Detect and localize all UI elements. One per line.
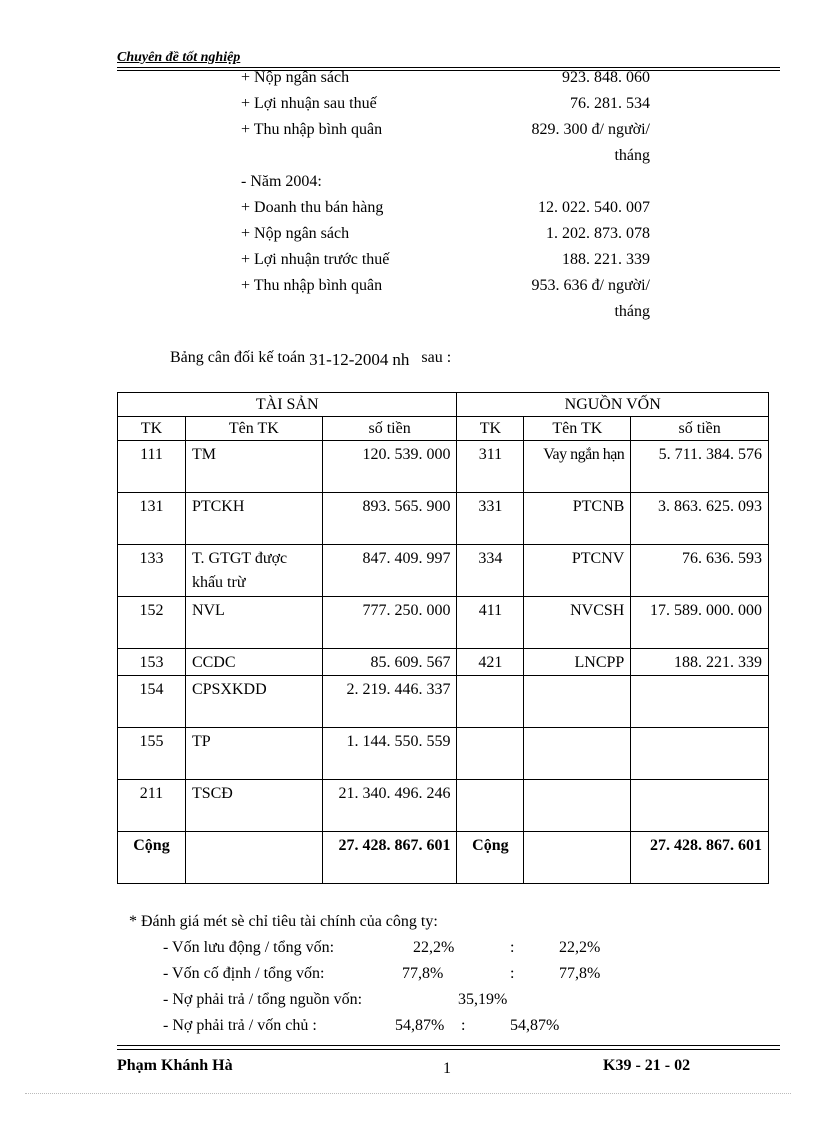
cell-name: NVL xyxy=(185,597,322,649)
cell-tk: 155 xyxy=(118,728,186,780)
list-item-value: 76. 281. 534 xyxy=(570,95,650,112)
page-bottom-dotted-line xyxy=(25,1093,791,1094)
total-label: Cộng xyxy=(457,832,524,884)
footer-rule-2 xyxy=(117,1049,780,1050)
caption-text: Bảng cân đối kế toán xyxy=(170,349,306,366)
col-header-name: Tên TK xyxy=(524,417,631,441)
header-rule xyxy=(117,67,780,68)
table-caption xyxy=(170,347,451,367)
cell-name: CPSXKDD xyxy=(185,676,322,728)
eval-item-label: - Vốn cố định / tổng vốn: xyxy=(163,965,325,982)
total-amount: 27. 428. 867. 601 xyxy=(631,832,769,884)
cell-tk: 131 xyxy=(118,493,186,545)
cell-amount: 76. 636. 593 xyxy=(631,545,769,597)
cell-tk xyxy=(457,728,524,780)
list-item-label: + Doanh thu bán hàng xyxy=(241,199,384,216)
table-row xyxy=(118,649,769,676)
cell-name: PTCNV xyxy=(524,545,631,597)
cell-name: T. GTGT được khấu trừ xyxy=(185,545,322,597)
cell-tk: 311 xyxy=(457,441,524,493)
eval-item-label: - Nợ phải trả / tổng nguồn vốn: xyxy=(163,991,363,1008)
cell-tk: 154 xyxy=(118,676,186,728)
cell-amount: 893. 565. 900 xyxy=(322,493,457,545)
cell-name: Vay ngắn hạn xyxy=(524,441,631,493)
table-row xyxy=(118,780,769,832)
list-item-value: 923. 848. 060 xyxy=(562,69,650,86)
eval-item-value: 54,87% xyxy=(395,1017,445,1034)
balance-sheet-table xyxy=(117,392,769,884)
eval-item-value: 77,8% xyxy=(402,965,444,982)
table-column-header xyxy=(118,417,769,441)
cell-tk: 133 xyxy=(118,545,186,597)
eval-item-label: - Nợ phải trả / vốn chủ : xyxy=(163,1017,317,1034)
total-label: Cộng xyxy=(118,832,186,884)
footer-page-number: 1 xyxy=(443,1060,451,1077)
footer-rule xyxy=(117,1045,780,1046)
eval-item-sep: : xyxy=(510,965,515,982)
footer-author: Phạm Khánh Hà xyxy=(117,1057,233,1074)
cell-tk xyxy=(457,780,524,832)
evaluation-heading: * Đánh giá mét sè chỉ tiêu tài chính của công ty: xyxy=(129,913,438,930)
eval-item-sep: : xyxy=(461,1017,466,1034)
cell-name: TM xyxy=(185,441,322,493)
cell-amount: 5. 711. 384. 576 xyxy=(631,441,769,493)
table-total-row xyxy=(118,832,769,884)
list-item-value: 829. 300 đ/ người/ xyxy=(531,121,650,138)
header-rule-2 xyxy=(117,70,780,71)
table-row xyxy=(118,545,769,597)
list-item-value: 12. 022. 540. 007 xyxy=(538,199,650,216)
cell-name: TSCĐ xyxy=(185,780,322,832)
list-item-label: + Lợi nhuận sau thuế xyxy=(241,95,377,112)
col-header-amount: số tiền xyxy=(631,417,769,441)
cell-name: NVCSH xyxy=(524,597,631,649)
cell-tk: 152 xyxy=(118,597,186,649)
list-item-value-cont: tháng xyxy=(614,303,650,320)
list-item-value: 953. 636 đ/ người/ xyxy=(531,277,650,294)
list-item-value: 1. 202. 873. 078 xyxy=(546,225,650,242)
cell-amount: 188. 221. 339 xyxy=(631,649,769,676)
list-item-label: + Thu nhập bình quân xyxy=(241,121,383,138)
cell-tk: 153 xyxy=(118,649,186,676)
footer-code: K39 - 21 - 02 xyxy=(603,1057,691,1074)
eval-item-value: 22,2% xyxy=(413,939,455,956)
cell-tk xyxy=(457,676,524,728)
total-amount: 27. 428. 867. 601 xyxy=(322,832,457,884)
cell-amount: 120. 539. 000 xyxy=(322,441,457,493)
table-row xyxy=(118,441,769,493)
cell-name: CCDC xyxy=(185,649,322,676)
cell-amount: 3. 863. 625. 093 xyxy=(631,493,769,545)
caption-tail: sau : xyxy=(421,349,452,366)
list-item-label: - Năm 2004: xyxy=(241,173,322,190)
cell-name xyxy=(524,676,631,728)
list-item-value: 188. 221. 339 xyxy=(562,251,650,268)
list-item-value-cont: tháng xyxy=(614,147,650,164)
eval-item-label: - Vốn lưu động / tổng vốn: xyxy=(163,939,335,956)
cell-amount: 85. 609. 567 xyxy=(322,649,457,676)
cell-tk: 421 xyxy=(457,649,524,676)
cell-name xyxy=(185,832,322,884)
cell-amount: 2. 219. 446. 337 xyxy=(322,676,457,728)
list-item-label: + Lợi nhuận trước thuế xyxy=(241,251,390,268)
cell-name: LNCPP xyxy=(524,649,631,676)
list-item-label: + Thu nhập bình quân xyxy=(241,277,383,294)
cell-tk: 334 xyxy=(457,545,524,597)
table-row xyxy=(118,597,769,649)
cell-tk: 211 xyxy=(118,780,186,832)
cell-name xyxy=(524,832,631,884)
table-row xyxy=(118,728,769,780)
cell-amount xyxy=(631,676,769,728)
table-row xyxy=(118,676,769,728)
group-assets-header: TÀI SẢN xyxy=(118,393,457,417)
cell-amount xyxy=(631,780,769,832)
list-item-label: + Nộp ngân sách xyxy=(241,69,350,86)
col-header-tk: TK xyxy=(118,417,186,441)
cell-name: PTCKH xyxy=(185,493,322,545)
eval-item-value: 22,2% xyxy=(559,939,601,956)
eval-item-value: 35,19% xyxy=(458,991,508,1008)
cell-name: PTCNB xyxy=(524,493,631,545)
list-item-label: + Nộp ngân sách xyxy=(241,225,350,242)
cell-amount: 1. 144. 550. 559 xyxy=(322,728,457,780)
cell-name xyxy=(524,728,631,780)
cell-amount: 777. 250. 000 xyxy=(322,597,457,649)
cell-tk: 111 xyxy=(118,441,186,493)
col-header-tk: TK xyxy=(457,417,524,441)
col-header-name: Tên TK xyxy=(185,417,322,441)
cell-amount: 17. 589. 000. 000 xyxy=(631,597,769,649)
group-sources-header: NGUỒN VỐN xyxy=(457,393,769,417)
cell-amount: 847. 409. 997 xyxy=(322,545,457,597)
caption-date: 31-12-2004 xyxy=(309,350,389,369)
cell-amount xyxy=(631,728,769,780)
caption-fragment: nh xyxy=(392,350,410,369)
cell-name: TP xyxy=(185,728,322,780)
header-title: Chuyên đề tốt nghiệp xyxy=(117,50,241,65)
col-header-amount: số tiền xyxy=(322,417,457,441)
cell-name xyxy=(524,780,631,832)
eval-item-sep: : xyxy=(510,939,515,956)
cell-tk: 411 xyxy=(457,597,524,649)
eval-item-value: 77,8% xyxy=(559,965,601,982)
table-row xyxy=(118,493,769,545)
cell-amount: 21. 340. 496. 246 xyxy=(322,780,457,832)
table-group-header xyxy=(118,393,769,417)
eval-item-value: 54,87% xyxy=(510,1017,560,1034)
cell-tk: 331 xyxy=(457,493,524,545)
